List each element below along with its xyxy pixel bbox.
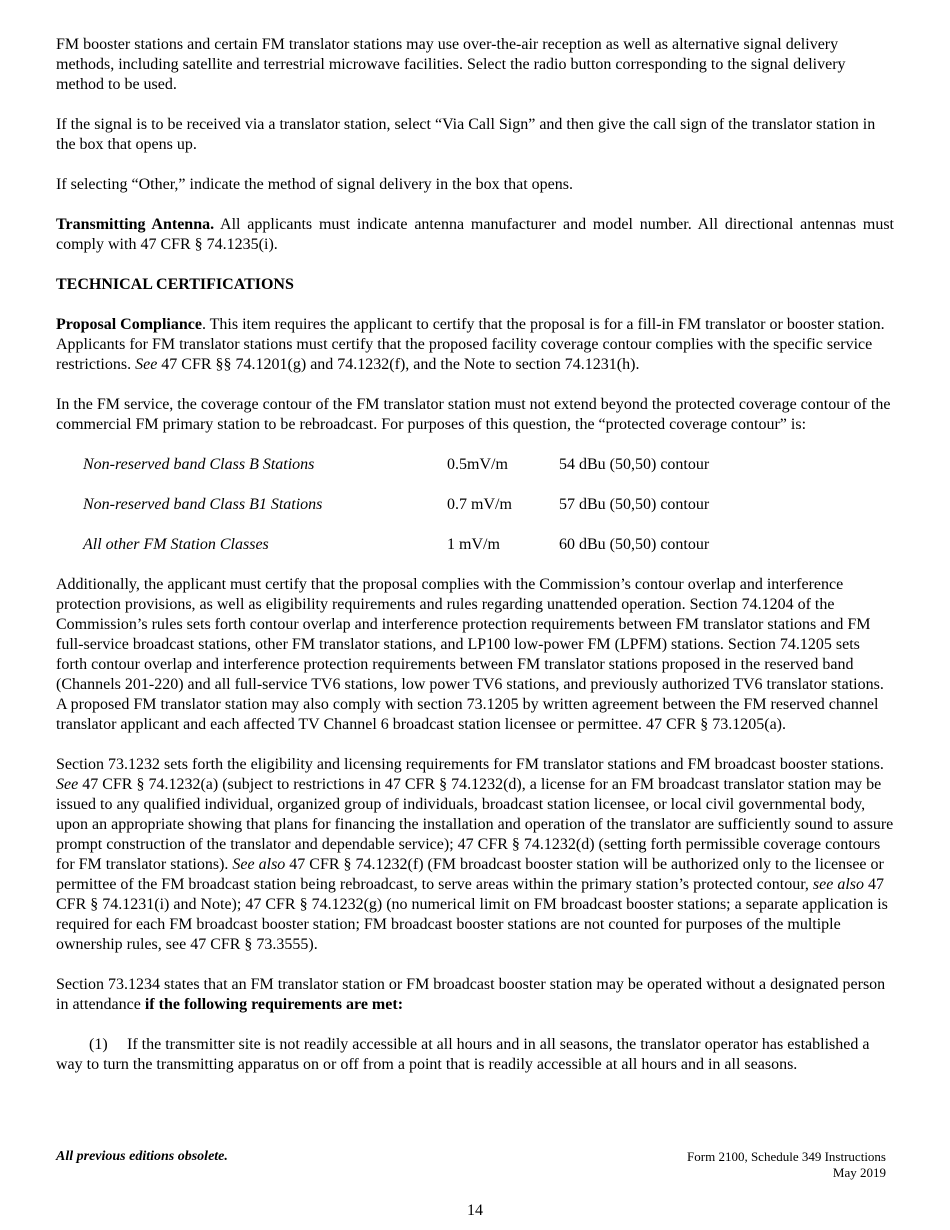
footer-form-date: May 2019	[832, 1165, 886, 1180]
station-class-cell: All other FM Station Classes	[83, 536, 269, 553]
section-73-1232-text-b: 47 CFR § 74.1232(a) (subject to restrictions in 47 CFR § 74.1232(d), a license for an FM broadcast translator station may be issued to any qualified individual, organized group of individuals, broadcast station licensee, or local civil governmental body, upon an appropriate showing that plans for financing the installation and operation of the translator are sufficiently sound to assure prompt construction of the translator and dependable service); 47 CFR § 74.1232(d) (setting forth permissible coverage contours for FM translator stations).	[56, 776, 894, 873]
field-strength-cell: 0.7 mV/m	[447, 496, 512, 513]
footer-obsolete-notice: All previous editions obsolete.	[56, 1149, 228, 1164]
proposal-compliance-text-b: 47 CFR §§ 74.1201(g) and 74.1232(f), and the Note to section 74.1231(h).	[157, 356, 640, 373]
list-item-number: (1)	[89, 1036, 108, 1053]
footer-form-info	[687, 1149, 886, 1181]
section-73-1234-bold: if the following requirements are met:	[144, 996, 404, 1013]
section-73-1232-text-d: 47 CFR § 74.1231(i) and Note); 47 CFR § 74.1232(g) (no numerical limit on FM broadcast booster stations; a separate application is required for each FM broadcast booster station; FM broadcast booster stations are not counted for purposes of the multiple ownership rules, see 47 CFR § 73.3555).	[56, 876, 888, 953]
section-73-1232-see-also-lower: see also	[812, 876, 865, 893]
paragraph-proposal-compliance	[56, 315, 894, 375]
page-number: 14	[467, 1202, 483, 1219]
transmitting-antenna-text: All applicants must indicate antenna manufacturer and model number. All directional antennas must comply with 47 CFR § 74.1235(i).	[56, 216, 895, 253]
contour-cell: 60 dBu (50,50) contour	[559, 536, 710, 553]
paragraph-section-73-1232	[56, 755, 894, 955]
contour-cell: 57 dBu (50,50) contour	[559, 496, 710, 513]
section-73-1232-see-also: See also	[232, 856, 286, 873]
paragraph-signal-delivery: FM booster stations and certain FM translator stations may use over-the-air reception as well as alternative signal delivery methods, including satellite and terrestrial microwave facilities. Select the radio button corresponding to the signal delivery method to be used.	[56, 36, 846, 93]
paragraph-other: If selecting “Other,” indicate the method of signal delivery in the box that opens.	[56, 176, 573, 193]
station-class-cell: Non-reserved band Class B1 Stations	[83, 496, 323, 513]
section-73-1234-text: Section 73.1234 states that an FM translator station or FM broadcast booster station may be operated without a designated person in attendance	[56, 976, 886, 1013]
proposal-compliance-heading: Proposal Compliance	[56, 316, 202, 333]
footer-form-name: Form 2100, Schedule 349 Instructions	[687, 1149, 886, 1164]
section-73-1232-text-a: Section 73.1232 sets forth the eligibility and licensing requirements for FM translator stations and FM broadcast booster stations.	[56, 756, 884, 773]
list-item-text: If the transmitter site is not readily accessible at all hours and in all seasons, the translator operator has established a way to turn the transmitting apparatus on or off from a point that is readily accessible at all hours and in all seasons.	[56, 1036, 870, 1073]
section-73-1232-text-c: 47 CFR § 74.1232(f) (FM broadcast booster station will be authorized only to the licensee or permittee of the FM broadcast station being rebroadcast, to serve areas within the primary station’s protected contour,	[56, 856, 884, 893]
contour-table	[56, 455, 859, 555]
paragraph-coverage-contour: In the FM service, the coverage contour of the FM translator station must not extend beyond the protected coverage contour of the commercial FM primary station to be rebroadcast. For purposes of this question, the “protected coverage contour” is:	[56, 396, 891, 433]
paragraph-additionally: Additionally, the applicant must certify that the proposal complies with the Commission’s contour overlap and interference protection provisions, as well as eligibility requirements and rules regarding unattended operation. Section 74.1204 of the Commission’s rules sets forth contour overlap and interference protection requirements between FM translator stations and FM full-service broadcast stations, other FM translator stations, and LP100 low-power FM (LPFM) stations. Section 74.1205 sets forth contour overlap and interference protection requirements between FM translator stations proposed in the reserved band (Channels 201-220) and all full-service TV6 stations, low power TV6 stations, and previously authorized TV6 translator stations. A proposed FM translator station may also comply with section 73.1205 by written agreement between the FM reserved channel translator applicant and each affected TV Channel 6 broadcast station licensee or permittee. 47 CFR § 73.1205(a).	[56, 576, 884, 733]
field-strength-cell: 0.5mV/m	[447, 456, 508, 473]
paragraph-transmitting-antenna	[56, 215, 894, 255]
table-row	[56, 455, 859, 495]
list-item	[56, 1035, 894, 1075]
document-body	[56, 35, 894, 1095]
contour-cell: 54 dBu (50,50) contour	[559, 456, 710, 473]
transmitting-antenna-heading: Transmitting Antenna.	[56, 216, 215, 233]
station-class-cell: Non-reserved band Class B Stations	[83, 456, 315, 473]
proposal-compliance-text-a: . This item requires the applicant to certify that the proposal is for a fill-in FM translator or booster station. Applicants for FM translator stations must certify that the proposed facility coverage contour complies with the specific service restrictions.	[56, 316, 885, 373]
field-strength-cell: 1 mV/m	[447, 536, 500, 553]
proposal-compliance-see: See	[135, 356, 158, 373]
section-73-1232-see: See	[56, 776, 79, 793]
paragraph-via-call-sign: If the signal is to be received via a translator station, select “Via Call Sign” and then give the call sign of the translator station in the box that opens up.	[56, 116, 876, 153]
table-row	[56, 495, 859, 535]
paragraph-section-73-1234	[56, 975, 894, 1015]
table-row	[56, 535, 859, 555]
section-heading-technical-certifications: TECHNICAL CERTIFICATIONS	[56, 276, 294, 293]
